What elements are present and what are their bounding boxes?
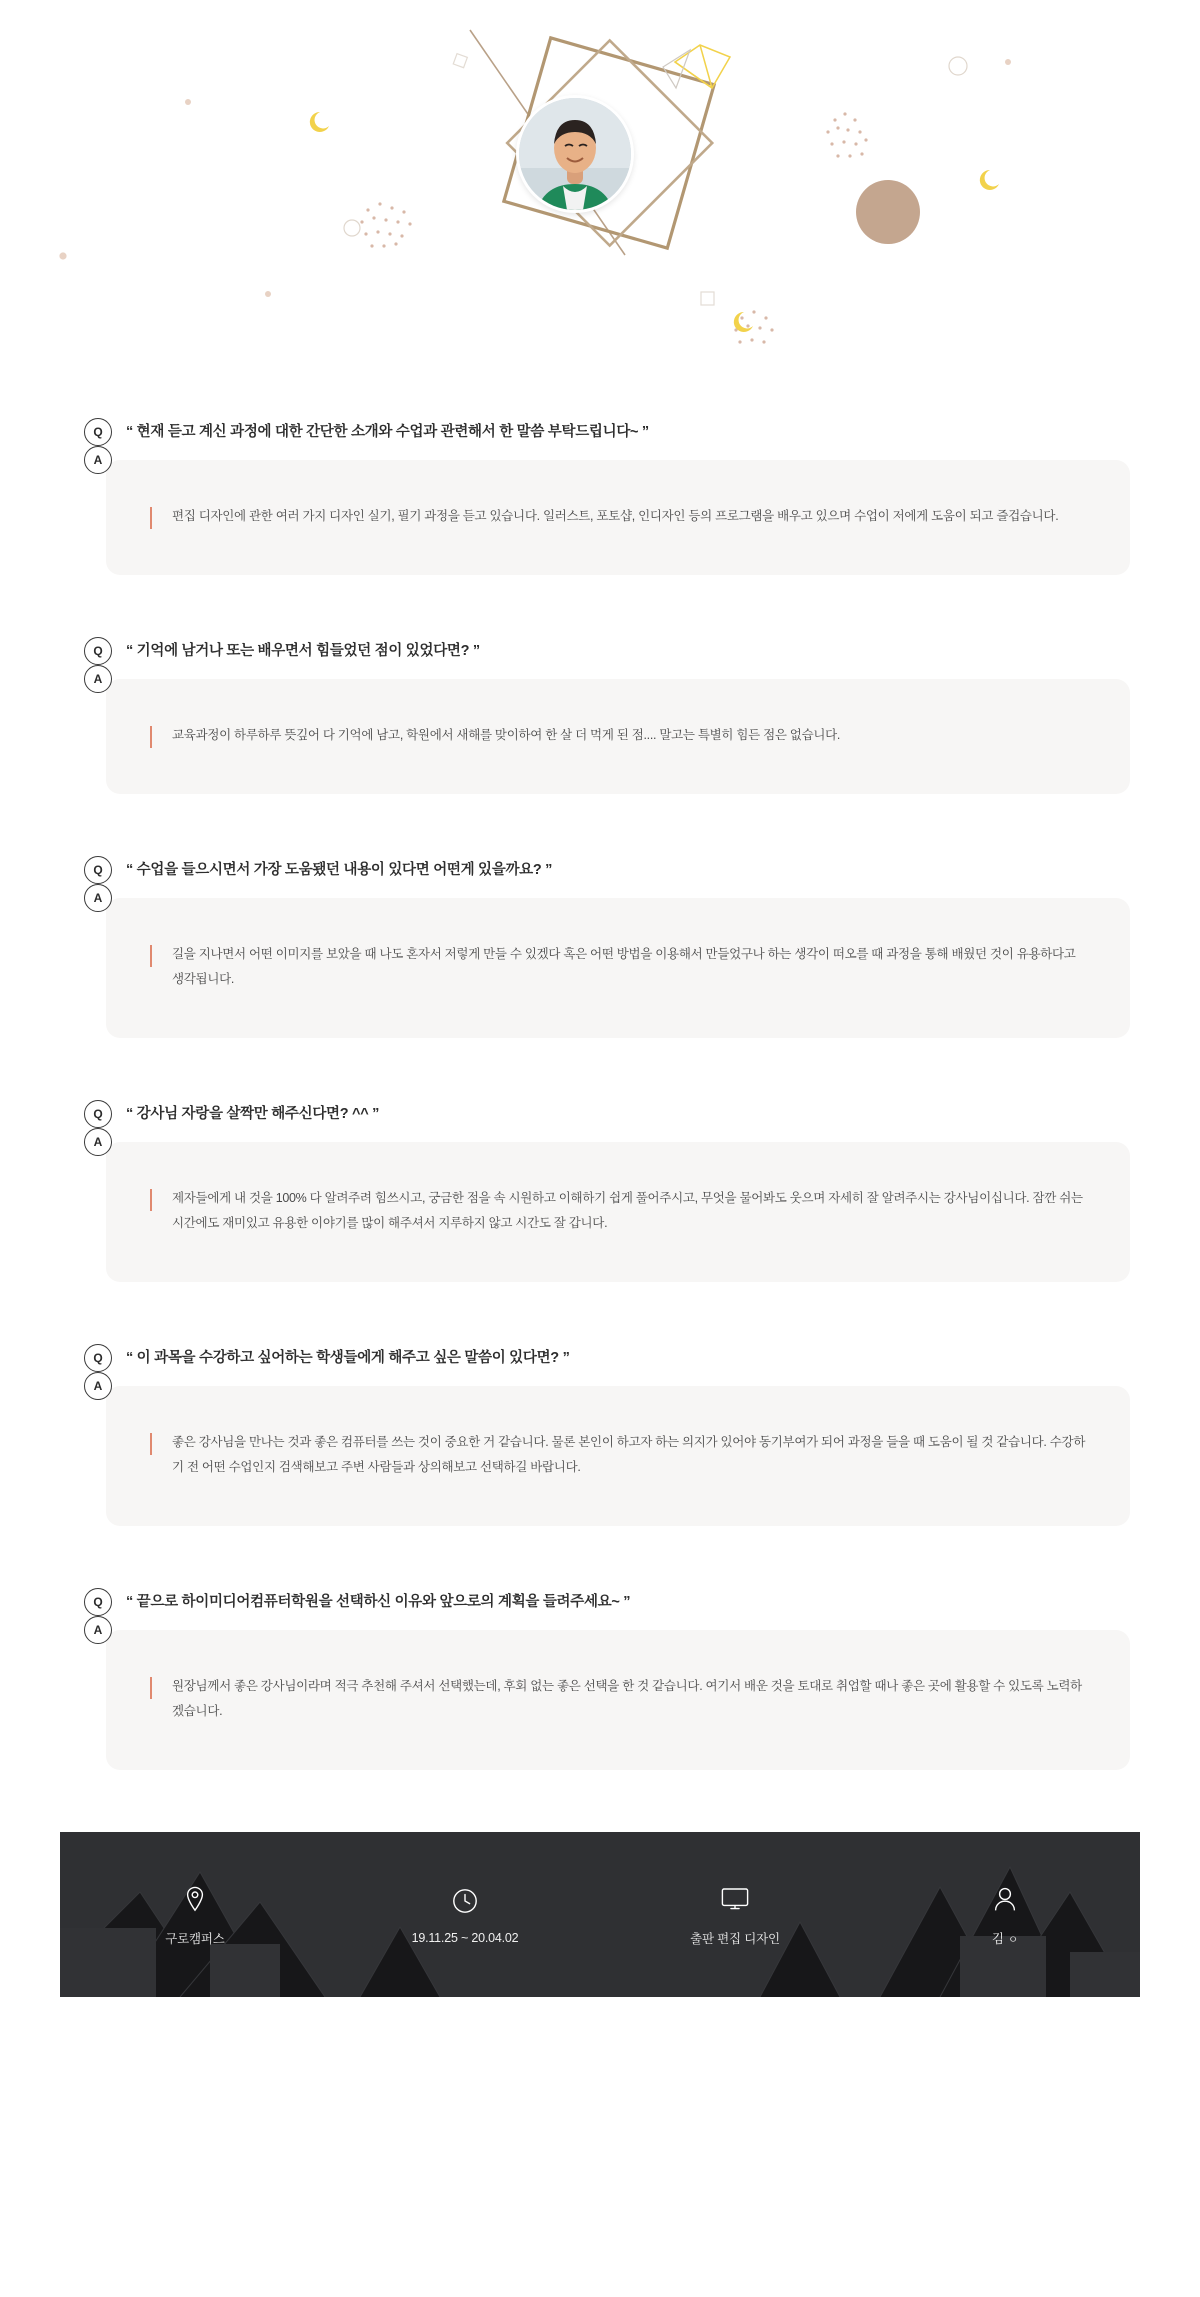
answer-text: 좋은 강사님을 만나는 것과 좋은 컴퓨터를 쓰는 것이 중요한 거 같습니다. 물론 본인이 하고자 하는 의지가 있어야 동기부여가 되어 과정을 들을 때 도움이 될 것 같습니다. 수강하기 전 어떤 수업인지 검색해보고 주변 사람들과 상의해보고 선택하길 바랍니다. <box>150 1430 1090 1480</box>
footer-student <box>870 1883 1140 1947</box>
answer-badge: A <box>84 1372 112 1400</box>
location-pin-icon <box>60 1883 330 1915</box>
answer-card <box>106 460 1130 575</box>
answer-card <box>106 1142 1130 1282</box>
question-badge: Q <box>84 1588 112 1616</box>
answer-badge: A <box>84 665 112 693</box>
question-row <box>60 1344 1140 1372</box>
answer-card <box>106 679 1130 794</box>
student-avatar <box>516 95 634 213</box>
question-row <box>60 637 1140 665</box>
qa-item <box>60 418 1140 575</box>
answer-text: 편집 디자인에 관한 여러 가지 디자인 실기, 필기 과정을 듣고 있습니다. 일러스트, 포토샵, 인디자인 등의 프로그램을 배우고 있으며 수업이 저에게 도움이 되고 즐겁습니다. <box>150 504 1090 529</box>
footer-campus <box>60 1883 330 1947</box>
question-badge: Q <box>84 418 112 446</box>
footer-student-suffix: ㅇ <box>1007 1933 1019 1946</box>
question-text: “ 끝으로 하이미디어컴퓨터학원을 선택하신 이유와 앞으로의 계획을 들려주세요~ ” <box>126 1593 631 1610</box>
qa-item <box>60 1344 1140 1526</box>
qa-item <box>60 1588 1140 1770</box>
footer-columns <box>60 1832 1140 1997</box>
answer-text: 길을 지나면서 어떤 이미지를 보았을 때 나도 혼자서 저렇게 만들 수 있겠다 혹은 어떤 방법을 이용해서 만들었구나 하는 생각이 떠오를 때 과정을 통해 배웠던 것이 유용하다고 생각됩니다. <box>150 942 1090 992</box>
question-text: “ 현재 듣고 계신 과정에 대한 간단한 소개와 수업과 관련해서 한 말씀 부탁드립니다~ ” <box>126 423 649 440</box>
question-row <box>60 1588 1140 1616</box>
answer-badge: A <box>84 1616 112 1644</box>
question-text: “ 강사님 자랑을 살짝만 해주신다면? ^^ ” <box>126 1105 380 1122</box>
footer-student-name: 김 <box>991 1931 1004 1946</box>
question-badge: Q <box>84 1100 112 1128</box>
answer-wrap <box>60 672 1140 794</box>
answer-text: 교육과정이 하루하루 뜻깊어 다 기억에 남고, 학원에서 새해를 맞이하여 한 살 더 먹게 된 점.... 말고는 특별히 힘든 점은 없습니다. <box>150 723 1090 748</box>
question-text: “ 기억에 남거나 또는 배우면서 힘들었던 점이 있었다면? ” <box>126 642 480 659</box>
question-badge: Q <box>84 856 112 884</box>
footer-course-label: 출판 편집 디자인 <box>690 1931 780 1946</box>
question-text: “ 수업을 들으시면서 가장 도움됐던 내용이 있다면 어떤게 있을까요? ” <box>126 861 553 878</box>
answer-text: 원장님께서 좋은 강사님이라며 적극 추천해 주셔서 선택했는데, 후회 없는 좋은 선택을 한 것 같습니다. 여기서 배운 것을 토대로 취업할 때나 좋은 곳에 활용할 수 있도록 노력하겠습니다. <box>150 1674 1090 1724</box>
answer-badge: A <box>84 884 112 912</box>
question-row <box>60 856 1140 884</box>
answer-badge: A <box>84 1128 112 1156</box>
clock-icon <box>330 1885 600 1917</box>
answer-wrap <box>60 1623 1140 1770</box>
interview-qa-list <box>60 400 1140 1770</box>
footer-period <box>330 1885 600 1945</box>
footer-period-label: 19.11.25 ~ 20.04.02 <box>411 1930 519 1945</box>
answer-wrap <box>60 1379 1140 1526</box>
avatar-illustration <box>519 98 631 210</box>
answer-card <box>106 1386 1130 1526</box>
question-badge: Q <box>84 1344 112 1372</box>
qa-item <box>60 856 1140 1038</box>
answer-wrap <box>60 453 1140 575</box>
answer-wrap <box>60 891 1140 1038</box>
question-text: “ 이 과목을 수강하고 싶어하는 학생들에게 해주고 싶은 말씀이 있다면? ” <box>126 1349 570 1366</box>
question-row <box>60 1100 1140 1128</box>
monitor-icon <box>600 1883 870 1915</box>
qa-item <box>60 1100 1140 1282</box>
footer-course <box>600 1883 870 1947</box>
answer-text: 제자들에게 내 것을 100% 다 알려주려 힘쓰시고, 궁금한 점을 속 시원하고 이해하기 쉽게 풀어주시고, 무엇을 물어봐도 웃으며 자세히 잘 알려주시는 강사님이십니다. 잠깐 쉬는 시간에도 재미있고 유용한 이야기를 많이 해주셔서 지루하지 않고 시간도 잘 갑니다. <box>150 1186 1090 1236</box>
person-icon <box>870 1883 1140 1915</box>
question-badge: Q <box>84 637 112 665</box>
footer-campus-label: 구로캠퍼스 <box>165 1931 225 1946</box>
question-row <box>60 418 1140 446</box>
answer-card <box>106 1630 1130 1770</box>
answer-badge: A <box>84 446 112 474</box>
answer-card <box>106 898 1130 1038</box>
course-info-footer <box>60 1832 1140 1997</box>
footer-student-label <box>870 1929 1140 1947</box>
hero-banner <box>0 0 1200 400</box>
qa-item <box>60 637 1140 794</box>
answer-wrap <box>60 1135 1140 1282</box>
